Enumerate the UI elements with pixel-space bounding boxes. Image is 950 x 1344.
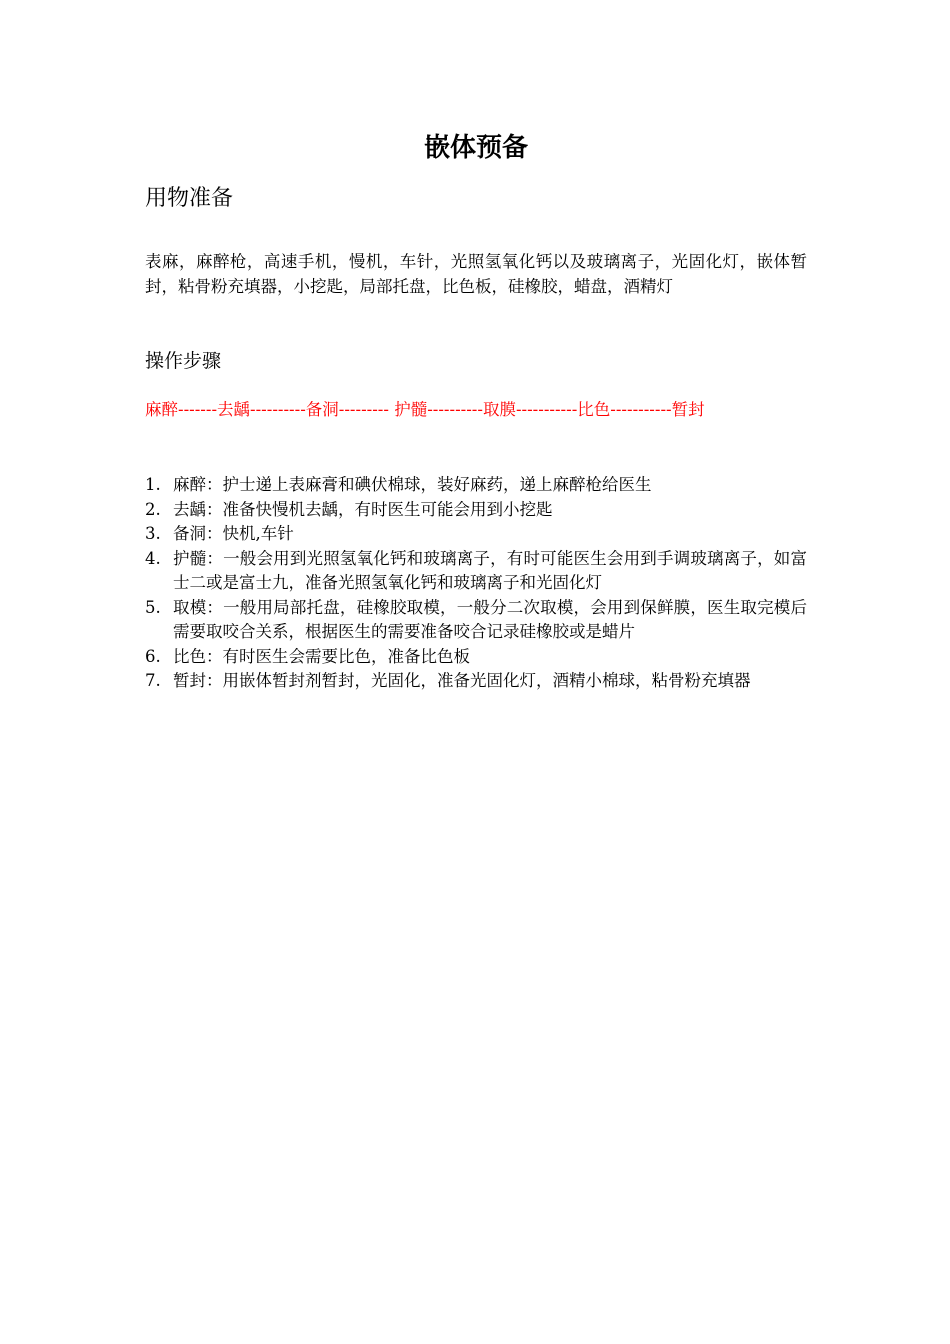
step-text: 暂封：用嵌体暂封剂暂封，光固化，准备光固化灯，酒精小棉球，粘骨粉充填器 [173, 671, 751, 690]
step-item [145, 669, 807, 694]
procedure-heading: 操作步骤 [145, 350, 222, 372]
step-text: 去龋：准备快慢机去龋，有时医生可能会用到小挖匙 [173, 499, 553, 519]
step-item [145, 498, 807, 523]
step-text: 麻醉：护士递上表麻膏和碘伏棉球，装好麻药，递上麻醉枪给医生 [173, 475, 652, 494]
step-number: 1. [145, 475, 161, 494]
step-text: 比色：有时医生会需要比色，准备比色板 [173, 646, 470, 666]
step-text: 取模：一般用局部托盘，硅橡胶取模，一般分二次取模，会用到保鲜膜，医生取完模后需要取咬合关系，根据医生的需要准备咬合记录硅橡胶或是蜡片 [173, 597, 807, 641]
supplies-list: 表麻，麻醉枪，高速手机，慢机，车针，光照氢氧化钙以及玻璃离子，光固化灯，嵌体暂封，粘骨粉充填器，小挖匙，局部托盘，比色板，硅橡胶，蜡盘，酒精灯 [145, 252, 807, 296]
step-item [145, 596, 807, 645]
step-text: 护髓：一般会用到光照氢氧化钙和玻璃离子，有时可能医生会用到手调玻璃离子，如富士二或是富士九，准备光照氢氧化钙和玻璃离子和光固化灯 [173, 548, 807, 592]
step-number: 6. [145, 646, 161, 666]
step-item [145, 473, 807, 498]
step-number: 2. [145, 499, 161, 519]
supplies-heading: 用物准备 [145, 186, 234, 211]
procedure-flow: 麻醉-------去龋----------备洞--------- 护髓----------取膜-----------比色-----------暂封 [145, 400, 705, 419]
step-number: 7. [145, 671, 161, 690]
steps-list [145, 473, 807, 694]
step-number: 4. [145, 548, 161, 568]
step-item [145, 547, 807, 596]
step-number: 5. [145, 597, 161, 617]
step-item [145, 522, 807, 547]
step-text: 备洞：快机,车针 [173, 524, 294, 543]
document-title: 嵌体预备 [423, 133, 528, 163]
step-number: 3. [145, 524, 161, 543]
step-item [145, 645, 807, 670]
